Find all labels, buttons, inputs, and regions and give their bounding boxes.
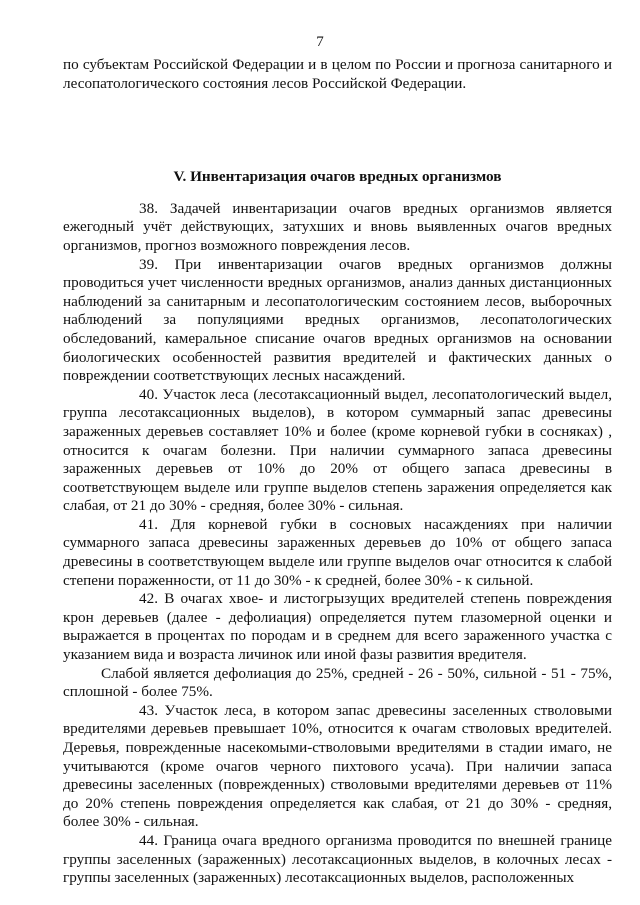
paragraph-38 xyxy=(63,200,612,256)
document-body xyxy=(63,56,612,888)
paragraph-text: В очагах хвое- и листогрызущих вредителей степень повреждения крон деревьев (далее - дефолиация) определяется путем глазомерной оценки и выражается в процентах по породам и в среднем для всего зараженного участка с указанием вида и возраста личинок или иной фазы развития вредителя. xyxy=(63,590,612,664)
paragraph-42 xyxy=(63,590,612,664)
page-number: 7 xyxy=(316,34,324,50)
paragraph-39 xyxy=(63,256,612,386)
paragraph-41 xyxy=(63,516,612,590)
paragraph-text: Участок леса (лесотаксационный выдел, лесопатологический выдел, группа лесотаксационных выделов), в котором суммарный запас древесины зараженных деревьев составляет 10% и более (кроме корневой губки в сосняках) , относится к очагам болезни. При наличии суммарного запаса древесины зараженных деревьев от 10% до 20% от общего запаса древесины в соответствующем выделе или группе выделов степень заражения определяется как слабая, от 21 до 30% - средняя, более 30% - сильная. xyxy=(63,385,612,515)
paragraph-44 xyxy=(63,832,612,888)
paragraph-text: Участок леса, в котором запас древесины заселенных стволовыми вредителями деревьев превышает 10%, относится к очагам стволовых вредителей. Деревья, поврежденные насекомыми-стволовыми вредителями в стадии имаго, не учитываются (кроме очагов черного пихтового усача). При наличии запаса древесины заселенных (поврежденных) стволовыми вредителями деревьев от 11% до 20% степень повреждения определяется как слабая, от 21 до 30% - средняя, более 30% - сильная. xyxy=(63,701,612,831)
paragraph-text: Для корневой губки в сосновых насаждениях при наличии суммарного запаса древесины зараженных деревьев до 10% от общего запаса древесины в соответствующем выделе или группе выделов очаг относится к слабой степени пораженности, от 11 до 30% - к средней, более 30% - к сильной. xyxy=(63,515,612,589)
paragraph-defoliation xyxy=(63,665,612,702)
paragraph-43 xyxy=(63,702,612,832)
paragraph-text: Слабой является дефолиация до 25%, средней - 26 - 50%, сильной - 51 - 75%, сплошной - более 75%. xyxy=(63,664,612,701)
paragraph-number: 43. xyxy=(139,701,158,719)
intro-paragraph: по субъектам Российской Федерации и в целом по России и прогноза санитарного и лесопатологического состояния лесов Российской Федерации. xyxy=(63,56,612,92)
paragraph-text: При инвентаризации очагов вредных организмов должны проводиться учет численности вредных организмов, анализ данных дистанционных наблюдений за санитарным и лесопатологическим состоянием лесов, выборочных наблюдений за популяциями вредных организмов, лесопатологических обследований, камеральное списание очагов вредных организмов на основании биологических особенностей развития вредителей и фактических данных о повреждении соответствующих лесных насаждений. xyxy=(63,255,612,385)
section-heading: V. Инвентаризация очагов вредных организмов xyxy=(173,168,502,186)
paragraph-number: 42. xyxy=(139,590,158,608)
paragraph-number: 39. xyxy=(139,255,158,273)
paragraph-number: 41. xyxy=(139,515,158,533)
paragraph-40 xyxy=(63,386,612,516)
paragraph-text: Граница очага вредного организма проводится по внешней границе группы заселенных (зараженных) лесотаксационных выделов, в колочных лесах - группы заселенных (зараженных) лесотаксационных выделов, расположенных xyxy=(63,831,613,887)
paragraph-number: 40. xyxy=(139,385,158,403)
paragraph-number: 44. xyxy=(139,831,158,849)
paragraph-number: 38. xyxy=(139,199,158,217)
paragraph-text: Задачей инвентаризации очагов вредных организмов является ежегодный учёт действующих, затухших и вновь выявленных очагов вредных организмов, прогноз возможного повреждения лесов. xyxy=(63,199,612,254)
